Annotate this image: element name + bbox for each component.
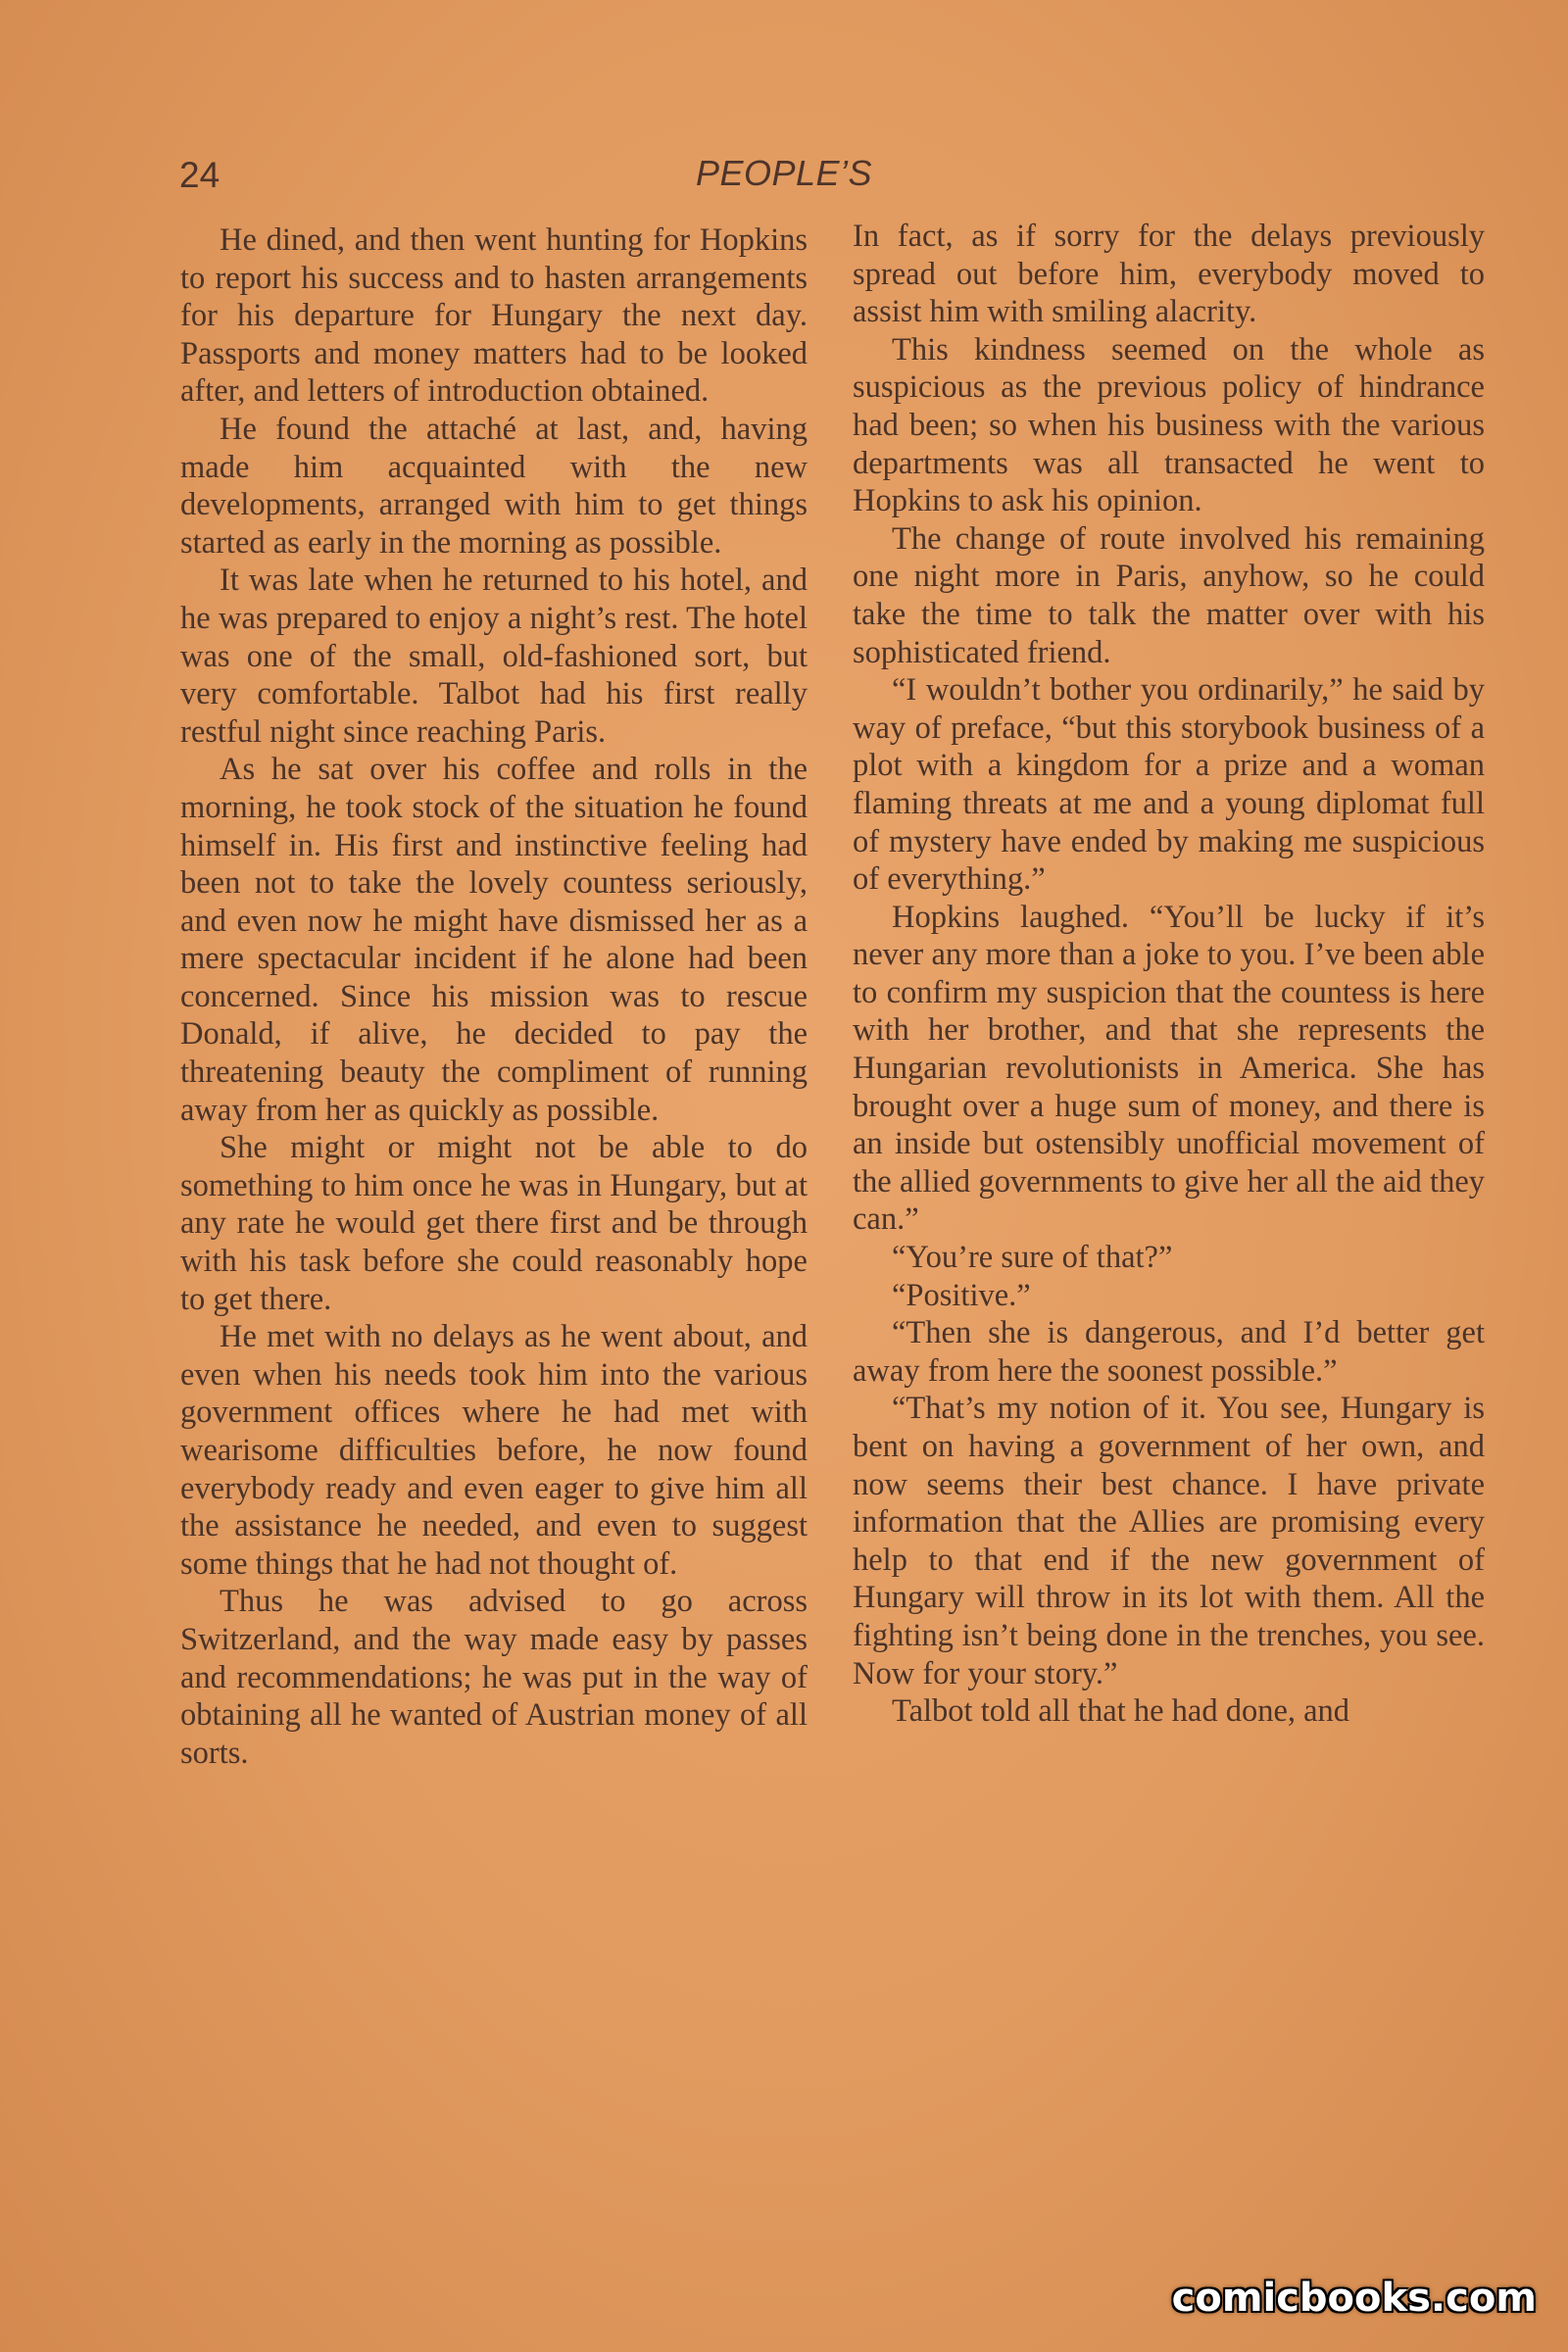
paragraph: “I wouldn’t bother you ordinarily,” he said by way of preface, “but this storybook business of a plot with a kingdom for a prize and a woman flaming threats at me and a young diplomat full of mystery have ended by making me suspicious of everything.”: [853, 672, 1485, 898]
page-number: 24: [179, 155, 220, 195]
right-column: [853, 218, 1485, 1731]
paragraph: “Then she is dangerous, and I’d better get away from here the soonest possible.”: [853, 1315, 1485, 1389]
left-column: [180, 221, 808, 1772]
paragraph-continuation: In fact, as if sorry for the delays previously spread out before him, everybody moved to assist him with smiling alacrity.: [853, 219, 1485, 330]
paragraph: This kindness seemed on the whole as suspicious as the previous policy of hindrance had been; so when his business with the various departments was all transacted he went to Hopkins to ask his opinion.: [853, 331, 1485, 519]
paragraph: He met with no delays as he went about, and even when his needs took him into the various government offices where he had met with wearisome difficulties before, he now found everybody ready and even eager to give him all the assistance he needed, and even to suggest some things that he had not thought of.: [180, 1319, 808, 1582]
paragraph: Hopkins laughed. “You’ll be lucky if it’s never any more than a joke to you. I’ve been able to confirm my suspicion that the countess is here with her brother, and that she represents the Hungarian revolutionists in America. She has brought over a huge sum of money, and there is an inside but ostensibly unofficial movement of the allied governments to give her all the aid they can.”: [853, 899, 1485, 1238]
site-watermark: comicbooks.com: [1171, 2276, 1537, 2321]
paragraph: “That’s my notion of it. You see, Hungary is bent on having a government of her own, and now seems their best chance. I have private information that the Allies are promising every help to that end if the new government of Hungary will throw in its lot with them. All the fighting isn’t being done in the trenches, you see. Now for your story.”: [853, 1391, 1485, 1691]
paragraph: She might or might not be able to do something to him once he was in Hungary, but at any rate he would get there first and be through with his task before she could reasonably hope to get there.: [180, 1130, 808, 1317]
paragraph: It was late when he returned to his hotel, and he was prepared to enjoy a night’s rest. The hotel was one of the small, old-fashioned sort, but very comfortable. Talbot had his first really restful night since reaching Paris.: [180, 563, 808, 750]
paragraph: The change of route involved his remaining one night more in Paris, anyhow, so he could take the time to talk the matter over with his sophisticated friend.: [853, 520, 1485, 670]
paragraph: Talbot told all that he had done, and: [892, 1693, 1350, 1730]
paragraph: “Positive.”: [892, 1277, 1031, 1313]
paragraph: “You’re sure of that?”: [892, 1240, 1173, 1276]
paragraph: He found the attaché at last, and, having made him acquainted with the new developments, arranged with him to get things started as early in the morning as possible.: [180, 411, 808, 561]
paragraph: As he sat over his coffee and rolls in the morning, he took stock of the situation he found himself in. His first and instinctive feeling had been not to take the lovely countess seriously, and even now he might have dismissed her as a mere spectacular incident if he alone had been concerned. Since his mission was to rescue Donald, if alive, he decided to pay the threatening beauty the compliment of running away from her as quickly as possible.: [180, 752, 808, 1128]
running-head: PEOPLE’S: [695, 153, 873, 193]
paragraph: He dined, and then went hunting for Hopkins to report his success and to hasten arrangements for his departure for Hungary the next day. Passports and money matters had to be looked after, and letters of introduction obtained.: [180, 222, 808, 410]
paragraph: Thus he was advised to go across Switzerland, and the way made easy by passes and recommendations; he was put in the way of obtaining all he wanted of Austrian money of all sorts.: [180, 1584, 808, 1771]
